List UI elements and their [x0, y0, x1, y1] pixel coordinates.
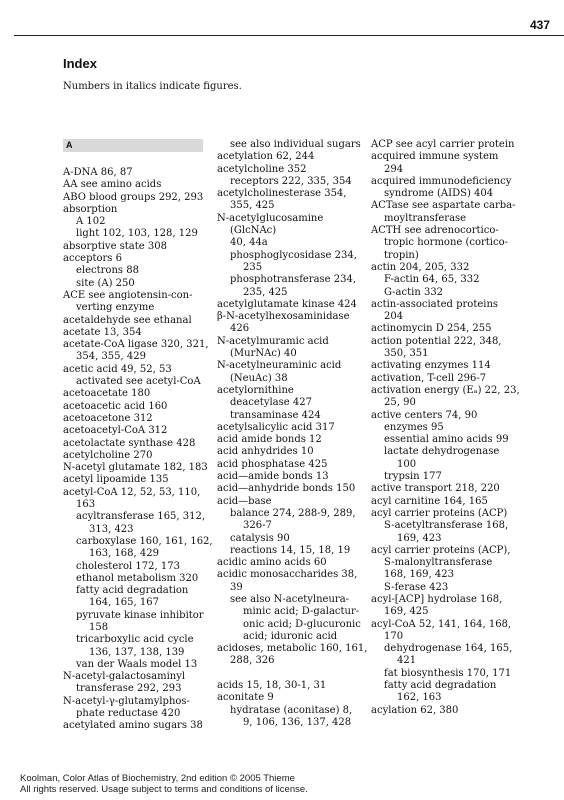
- index-entry: 355, 425: [230, 200, 275, 212]
- index-entry: ACTase see aspartate carba-: [371, 200, 516, 212]
- index-entry: 163, 168, 429: [89, 548, 159, 560]
- index-entry: [217, 668, 367, 680]
- index-entry: acceptors 6: [63, 253, 122, 265]
- index-entry: carboxylase 160, 161, 162,: [76, 535, 213, 547]
- index-entry: 313, 423: [89, 523, 134, 535]
- index-entry: 235, 425: [243, 286, 288, 298]
- index-entry: minic acid; D-galactur-: [243, 606, 360, 618]
- index-entry: (GlcNAc): [230, 225, 277, 237]
- index-entry: electrons 88: [76, 265, 139, 277]
- page-number: 437: [529, 18, 550, 32]
- index-entry: dehydrogenase 164, 165,: [384, 643, 513, 655]
- index-entry: acidic amino acids 60: [217, 557, 327, 569]
- index-entry: receptors 222, 335, 354: [230, 175, 352, 187]
- index-entry: activation, T-cell 296-7: [371, 372, 487, 384]
- index-entry: actinomycin D 254, 255: [371, 323, 492, 335]
- index-entry: 326-7: [243, 520, 272, 532]
- index-entry: light 102, 103, 128, 129: [76, 228, 198, 240]
- section-letter-bar: A: [63, 139, 203, 152]
- index-entry: transferase 292, 293: [76, 683, 182, 695]
- index-entry: enzymes 95: [384, 421, 444, 433]
- index-entry: active centers 74, 90: [371, 409, 478, 421]
- index-entry: 235: [243, 261, 263, 273]
- index-column-3: [371, 139, 521, 717]
- page-title: Index: [63, 56, 97, 71]
- index-entry: acetaldehyde see ethanal: [63, 314, 192, 326]
- index-entry: ACTH see adrenocortico-: [371, 225, 499, 237]
- header-rule: [14, 35, 564, 36]
- index-entry: hydratase (aconitase) 8,: [230, 704, 353, 716]
- index-entry: 100: [397, 458, 417, 470]
- index-entry: essential amino acids 99: [384, 434, 509, 446]
- index-entry: 39: [230, 581, 243, 593]
- index-entry: fatty acid degradation: [76, 585, 189, 597]
- index-entry: absorption: [63, 203, 118, 215]
- index-entry: acyltransferase 165, 312,: [76, 511, 206, 523]
- index-entry: active transport 218, 220: [371, 483, 500, 495]
- index-entry: 350, 351: [384, 348, 429, 360]
- index-entry: transaminase 424: [230, 409, 321, 421]
- index-entry: 40, 44a: [230, 237, 268, 249]
- index-entry: lactate dehydrogenase: [384, 446, 500, 458]
- index-entry: 354, 355, 429: [76, 351, 146, 363]
- index-entry: acyl-CoA 52, 141, 164, 168,: [371, 618, 512, 630]
- index-entry: N-acetylneuraminic acid: [217, 360, 342, 372]
- footer: [20, 773, 308, 795]
- index-entry: acid phosphatase 425: [217, 458, 328, 470]
- index-entry: A 102: [76, 216, 106, 228]
- index-entry: acetylcholine 270: [63, 449, 153, 461]
- index-note: Numbers in italics indicate figures.: [63, 81, 242, 92]
- index-entry: see also N-acetylneura-: [230, 593, 350, 605]
- index-entry: tropin): [384, 249, 419, 261]
- index-entry: acyl carrier proteins (ACP): [371, 507, 508, 519]
- index-entry: acetoacetic acid 160: [63, 400, 168, 412]
- index-entry: moyltransferase: [384, 212, 467, 224]
- index-entry: acid anhydrides 10: [217, 446, 314, 458]
- index-entry: acid—base: [217, 495, 272, 507]
- index-entry: acid amide bonds 12: [217, 434, 322, 446]
- index-entry: G-actin 332: [384, 286, 444, 298]
- index-entry: trypsin 177: [384, 471, 442, 483]
- index-entry: acid—anhydride bonds 150: [217, 483, 356, 495]
- index-entry: acetylornithine: [217, 384, 294, 396]
- index-entry: ABO blood groups 292, 293: [63, 191, 204, 203]
- index-entry: acidoses, metabolic 160, 161,: [217, 643, 368, 655]
- index-entry: 164, 165, 167: [89, 597, 159, 609]
- index-entry: 169, 425: [384, 606, 429, 618]
- index-entry: activation energy (Eₐ) 22, 23,: [371, 384, 520, 396]
- index-entry: acetylcholinesterase 354,: [217, 188, 347, 200]
- index-entry: acidic monosaccharides 38,: [217, 569, 358, 581]
- index-entry: acquired immunodeficiency: [371, 175, 512, 187]
- index-entry: acquired immune system: [371, 151, 499, 163]
- index-entry: acetolactate synthase 428: [63, 437, 196, 449]
- index-list-1: [63, 167, 211, 733]
- index-entry: 162, 163: [397, 692, 442, 704]
- index-entry: site (A) 250: [76, 277, 135, 289]
- footer-line-1: Koolman, Color Atlas of Biochemistry, 2nd edition © 2005 Thieme: [20, 773, 295, 784]
- index-entry: phate reductase 420: [76, 708, 181, 720]
- index-entry: 288, 326: [230, 655, 275, 667]
- index-entry: N-acetylglucosamine: [217, 212, 324, 224]
- index-entry: acetyl-CoA 12, 52, 53, 110,: [63, 486, 201, 498]
- index-entry: N-acetylmuramic acid: [217, 335, 329, 347]
- index-entry: 25, 90: [384, 397, 416, 409]
- index-list-2: [217, 139, 367, 729]
- index-entry: onic acid; D-glucuronic: [243, 618, 361, 630]
- index-entry: 9, 106, 136, 137, 428: [243, 716, 352, 728]
- index-entry: balance 274, 288-9, 289,: [230, 507, 356, 519]
- index-entry: 168, 169, 423: [384, 569, 454, 581]
- index-entry: activated see acetyl-CoA: [76, 376, 201, 388]
- index-entry: tropic hormone (cortico-: [384, 237, 508, 249]
- index-entry: acetylated amino sugars 38: [63, 720, 203, 732]
- index-entry: cholesterol 172, 173: [76, 560, 180, 572]
- index-entry: S-ferase 423: [384, 581, 449, 593]
- index-entry: reactions 14, 15, 18, 19: [230, 544, 351, 556]
- index-entry: (MurNAc) 40: [230, 348, 297, 360]
- index-entry: (NeuAc) 38: [230, 372, 288, 384]
- index-entry: 294: [384, 163, 404, 175]
- index-entry: fat biosynthesis 170, 171: [384, 667, 512, 679]
- index-entry: S-acetyltransferase 168,: [384, 520, 509, 532]
- index-entry: activating enzymes 114: [371, 360, 491, 372]
- index-entry: acetoacetyl-CoA 312: [63, 425, 168, 437]
- index-entry: N-acetyl-galactosaminyl: [63, 671, 186, 683]
- index-entry: acyl carnitine 164, 165: [371, 495, 488, 507]
- index-entry: acetyl lipoamide 135: [63, 474, 169, 486]
- index-entry: 158: [89, 621, 109, 633]
- index-entry: acetylation 62, 244: [217, 151, 315, 163]
- index-entry: ACP see acyl carrier protein: [371, 139, 515, 150]
- index-entry: acetylglutamate kinase 424: [217, 298, 357, 310]
- index-entry: β-N-acetylhexosaminidase: [217, 311, 350, 323]
- index-entry: acetoacetate 180: [63, 388, 151, 400]
- index-entry: see also individual sugars: [230, 139, 361, 150]
- index-entry: acetate-CoA ligase 320, 321,: [63, 339, 209, 351]
- index-entry: acetylsalicylic acid 317: [217, 421, 335, 433]
- index-entry: action potential 222, 348,: [371, 335, 502, 347]
- index-entry: 136, 137, 138, 139: [89, 646, 185, 658]
- index-entry: acetic acid 49, 52, 53: [63, 363, 172, 375]
- index-entry: acid—amide bonds 13: [217, 471, 329, 483]
- index-entry: 163: [76, 499, 96, 511]
- index-entry: S-malonyltransferase: [384, 557, 493, 569]
- index-entry: deacetylase 427: [230, 397, 312, 409]
- index-entry: N-acetyl-γ-glutamylphos-: [63, 695, 190, 707]
- index-entry: ACE see angiotensin-con-: [63, 289, 193, 301]
- index-entry: AA see amino acids: [63, 179, 162, 191]
- index-entry: absorptive state 308: [63, 240, 167, 252]
- index-entry: N-acetyl glutamate 182, 183: [63, 462, 208, 474]
- index-entry: acyl-[ACP] hydrolase 168,: [371, 593, 503, 605]
- index-entry: acids 15, 18, 30-1, 31: [217, 680, 327, 692]
- index-column-1: [63, 139, 211, 733]
- index-entry: ethanol metabolism 320: [76, 572, 199, 584]
- index-column-2: [217, 139, 367, 729]
- index-entry: 426: [230, 323, 250, 335]
- index-entry: acetate 13, 354: [63, 326, 142, 338]
- index-entry: A-DNA 86, 87: [63, 167, 133, 178]
- index-entry: actin-associated proteins: [371, 298, 499, 310]
- index-list-3: [371, 139, 521, 717]
- index-entry: fatty acid degradation: [384, 680, 497, 692]
- index-entry: actin 204, 205, 332: [371, 261, 470, 273]
- index-entry: 169, 423: [397, 532, 442, 544]
- index-entry: acyl carrier proteins (ACP),: [371, 544, 511, 556]
- index-entry: 170: [384, 630, 404, 642]
- index-entry: acid; iduronic acid: [243, 630, 338, 642]
- index-entry: verting enzyme: [76, 302, 155, 314]
- index-entry: 421: [397, 655, 417, 667]
- index-entry: catalysis 90: [230, 532, 290, 544]
- index-entry: acylation 62, 380: [371, 704, 459, 716]
- footer-line-2: All rights reserved. Usage subject to terms and conditions of license.: [20, 784, 308, 795]
- index-entry: van der Waals model 13: [76, 658, 198, 670]
- index-entry: phosphoglycosidase 234,: [230, 249, 357, 261]
- index-entry: syndrome (AIDS) 404: [384, 188, 494, 200]
- index-entry: aconitate 9: [217, 692, 274, 704]
- index-entry: tricarboxylic acid cycle: [76, 634, 194, 646]
- index-entry: pyruvate kinase inhibitor: [76, 609, 204, 621]
- index-entry: acetoacetone 312: [63, 412, 153, 424]
- index-entry: phosphotransferase 234,: [230, 274, 357, 286]
- index-entry: 204: [384, 311, 404, 323]
- index-entry: acetylcholine 352: [217, 163, 307, 175]
- index-entry: F-actin 64, 65, 332: [384, 274, 480, 286]
